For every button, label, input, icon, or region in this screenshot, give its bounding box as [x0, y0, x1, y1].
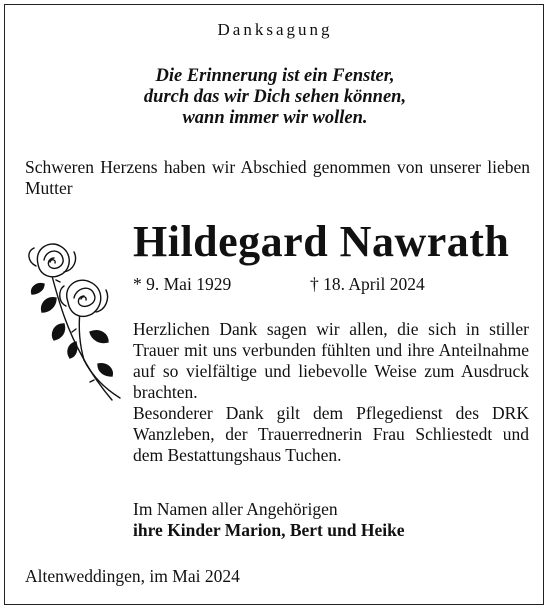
roses-icon	[20, 236, 130, 404]
special-thanks-paragraph: Besonderer Dank gilt dem Pflegedienst des DRK Wanzleben, der Trauerrednerin Frau Schliestedt und dem Bestattungshaus Tuchen.	[133, 403, 529, 465]
signature-line: Im Namen aller Angehörigen	[133, 499, 338, 519]
quote-line: durch das wir Dich sehen können,	[143, 87, 407, 107]
birth-date: * 9. Mai 1929	[133, 274, 232, 294]
signature-names: ihre Kinder Marion, Bert und Heike	[133, 520, 405, 540]
thanks-text	[133, 319, 529, 466]
signature-block	[133, 499, 405, 541]
death-date: † 18. April 2024	[310, 274, 425, 294]
deceased-name: Hildegard Nawrath	[133, 217, 510, 266]
quote-line: wann immer wir wollen.	[182, 108, 368, 128]
memorial-quote	[0, 66, 550, 129]
intro-text: Schweren Herzens haben wir Abschied genommen von unserer lieben Mutter	[25, 157, 530, 198]
notice-heading: Danksagung	[217, 20, 333, 39]
place-date: Altenweddingen, im Mai 2024	[25, 566, 240, 586]
thanks-paragraph: Herzlichen Dank sagen wir allen, die sich in stiller Trauer mit uns verbunden fühlten und ihre Anteilnahme auf so vielfältige und liebevolle Weise zum Ausdruck brachten.	[133, 319, 529, 402]
quote-line: Die Erinnerung ist ein Fenster,	[155, 66, 395, 86]
